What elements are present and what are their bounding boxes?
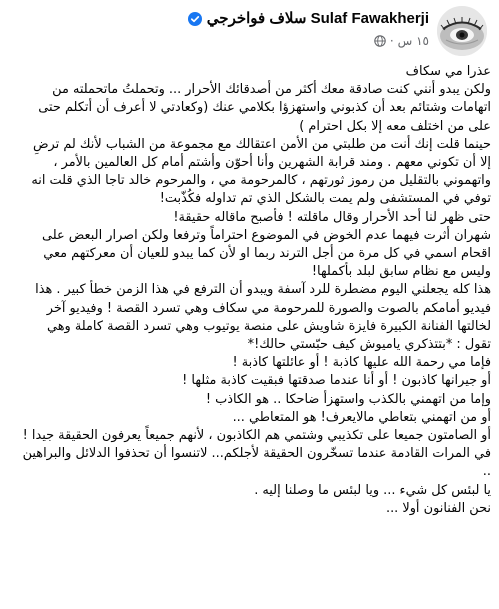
post-paragraph: أو جيرانها كاذبون ! أو أنا عندما صدقتها فبقيت كاذبة مثلها ! [182,373,491,389]
post-paragraph: حتى ظهر لنا أحد الأحرار وقال ماقلته ! فأصبح ماقاله حقيقة! [173,209,491,225]
meta-separator: · [389,34,394,48]
author-row [188,9,429,27]
verified-badge-icon [188,11,202,25]
post-header [0,0,499,62]
post-timestamp[interactable]: ١٥ س [397,34,429,48]
post-paragraph: نحن الفنانون أولا ... [385,500,491,516]
post-paragraph: وإما من اتهمني بالكذب واستهزأ ضاحكا .. هو الكاذب ! [205,391,491,407]
post-body [19,63,491,518]
post-paragraph: أو من اتهمني بتعاطي مالايعرف! هو المتعاطي ... [232,409,491,425]
avatar[interactable] [437,6,487,56]
post-paragraph: في المرات القادمة عندما تسخّرون الحقيقة لأجلكم... لاتنسوا أن تحذفوا الدلائل والبراهين .. [22,446,491,480]
post-paragraph: ولكن يبدو أنني كنت صادقة معك أكثر من أصدقائك الأحرار ... وتحملتُ ماتحملته من اتهامات وشتائم بعد أن كذبوني واستهزؤا بكلامي عنك (وكعادتي لا أعرف أن أتكلم حتى على من اختلف معه إلا بكل احترام ) [38,82,491,134]
avatar-image [437,6,487,56]
post-paragraph: أو الصامتون جميعا على تكذيبي وشتمي هم الكاذبون ، لأنهم جميعاً يعرفون الحقيقة جيدا ! [22,428,491,444]
post-paragraph: فإما مي رحمة الله عليها كاذبة ! أو عائلتها كاذبة ! [232,355,491,371]
post-paragraph: عذرا مي سكاف [405,64,491,79]
post-paragraph: يا لبئس كل شيء ... ويا لبئس ما وصلنا إليه . [254,482,491,498]
post-paragraph: شهران أثرت فيهما عدم الخوض في الموضوع احتراماً وترفعا ولكن اصرار البعض على اقحام اسمي في كل مرة من أجل الترند ربما او لأن كما يبدو للعيان أن معركتهم معي وليس مع نظام سابق لبلد بأكملها! [41,227,491,280]
post-meta [374,34,429,48]
post-paragraph: حينما قلت إنك أنت من طلبتي من الأمن اعتقالك مع مجموعة من الشباب لأنك لم ترضِ إلا أن تكوني معهم . ومند قرابة الشهرين وأنا أحوّن وأشتم أمام كل العالمين بالأمر ، واتهموني بالتقليل من رموز ثورتهم ، كالمرحومة مي ، والمرحوم خالد تاجا الذي قلت انه توفي في المستشفى ولم يمت بالشكل الذي تم تداوله فكُذّبت! [31,136,491,207]
post-paragraph: هذا كله يجعلني اليوم مضطرة للرد آسفة ويبدو أن الترفع في هذا الزمن خطأ كبير . هذا فيديو أمامكم بالصوت والصورة للمرحومة مي سكاف وهي تسرد القصة ! وفيديو آخر لخالتها الفنانة الكبيرة فايزة شاويش على منصة يوتيوب وهي تسرد القصة كاملة وهي تقول : *بتتذكري ياميوش كيف حبّستي حالك!* [35,282,491,353]
globe-icon[interactable] [374,35,386,47]
author-name[interactable]: سلاف فواخرجي Sulaf Fawakherji [206,10,429,27]
